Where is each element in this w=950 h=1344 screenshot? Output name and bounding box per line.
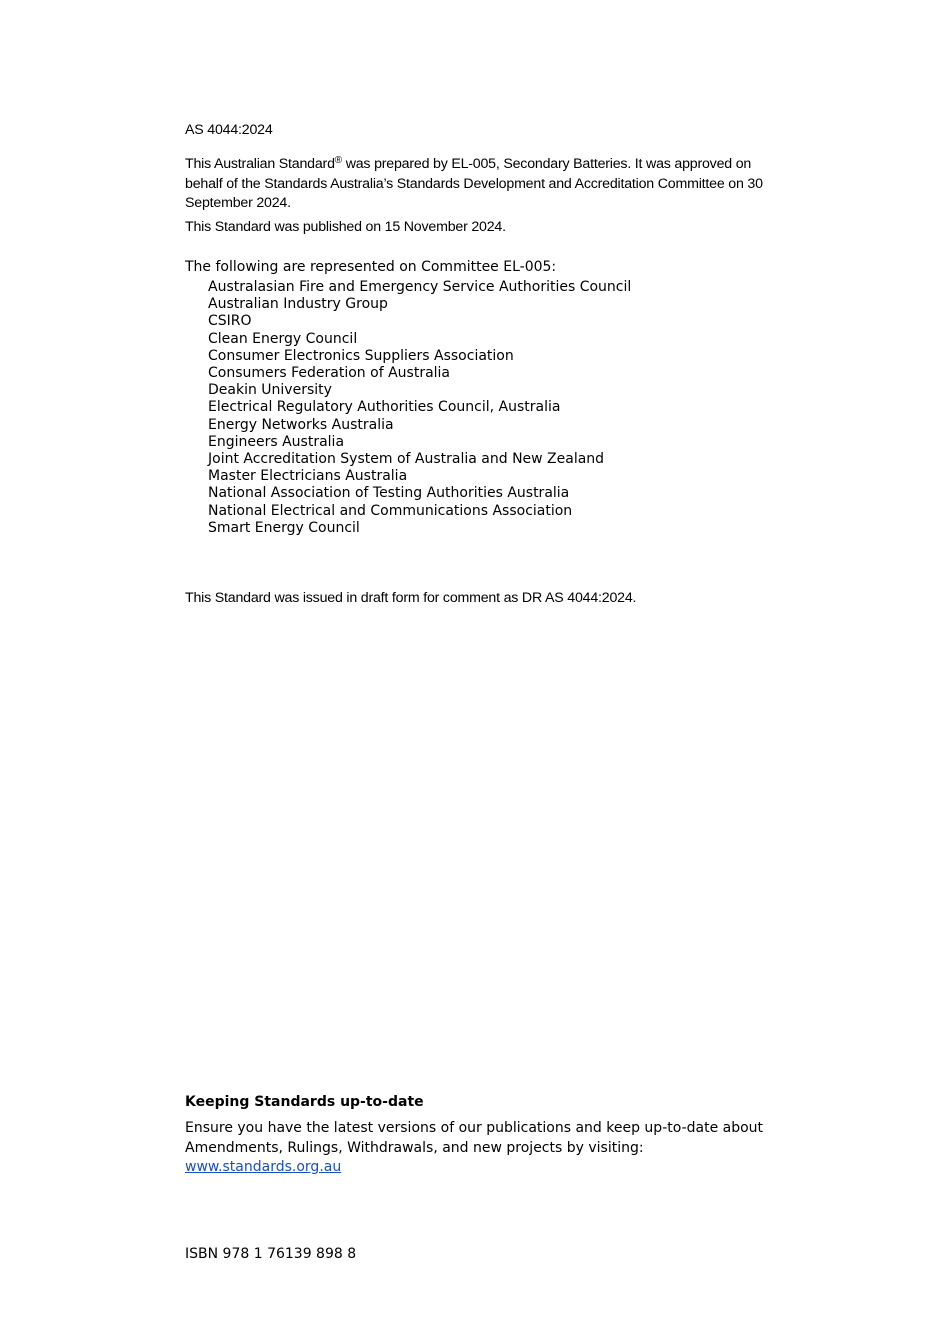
approval-statement (185, 155, 775, 214)
keeping-standards-heading: Keeping Standards up-to-date (185, 1094, 424, 1110)
committee-member: Engineers Australia (208, 433, 345, 450)
committee-member: Clean Energy Council (208, 330, 358, 347)
committee-member: Australasian Fire and Emergency Service Authorities Council (208, 279, 632, 295)
committee-intro: The following are represented on Committee EL-005: (185, 259, 557, 275)
committee-member: Consumer Electronics Suppliers Association (208, 347, 514, 364)
standards-website-link[interactable]: www.standards.org.au (185, 1159, 342, 1176)
committee-member: Electrical Regulatory Authorities Council, Australia (208, 399, 561, 416)
standard-code: AS 4044:2024 (185, 122, 273, 138)
keeping-standards-text: Ensure you have the latest versions of our publications and keep up-to-date about Amendments, Rulings, Withdrawals, and new projects by visiting: (185, 1120, 764, 1156)
draft-note: This Standard was issued in draft form for comment as DR AS 4044:2024. (185, 590, 637, 606)
committee-member: Master Electricians Australia (208, 468, 408, 485)
approval-text-end: was prepared by EL-005, Secondary Batteries. It was approved on behalf of the Standards Australia’s Standards Development and Accreditation Committee on 30 September 2024. (185, 156, 763, 211)
committee-member: Australian Industry Group (208, 296, 388, 313)
committee-member: Smart Energy Council (208, 519, 360, 536)
committee-member: CSIRO (208, 313, 252, 330)
publication-date-statement: This Standard was published on 15 November 2024. (185, 219, 506, 235)
committee-member: Energy Networks Australia (208, 416, 394, 433)
committee-members-list (208, 279, 631, 537)
registered-mark: ® (334, 155, 342, 166)
committee-member: Joint Accreditation System of Australia and New Zealand (208, 451, 605, 468)
committee-member: National Association of Testing Authorities Australia (208, 485, 570, 502)
approval-text-start: This Australian Standard (185, 156, 335, 172)
keeping-standards-body (185, 1119, 785, 1178)
committee-member: Deakin University (208, 382, 332, 399)
committee-member: Consumers Federation of Australia (208, 365, 451, 382)
committee-member: National Electrical and Communications Association (208, 502, 573, 519)
isbn: ISBN 978 1 76139 898 8 (185, 1246, 357, 1262)
